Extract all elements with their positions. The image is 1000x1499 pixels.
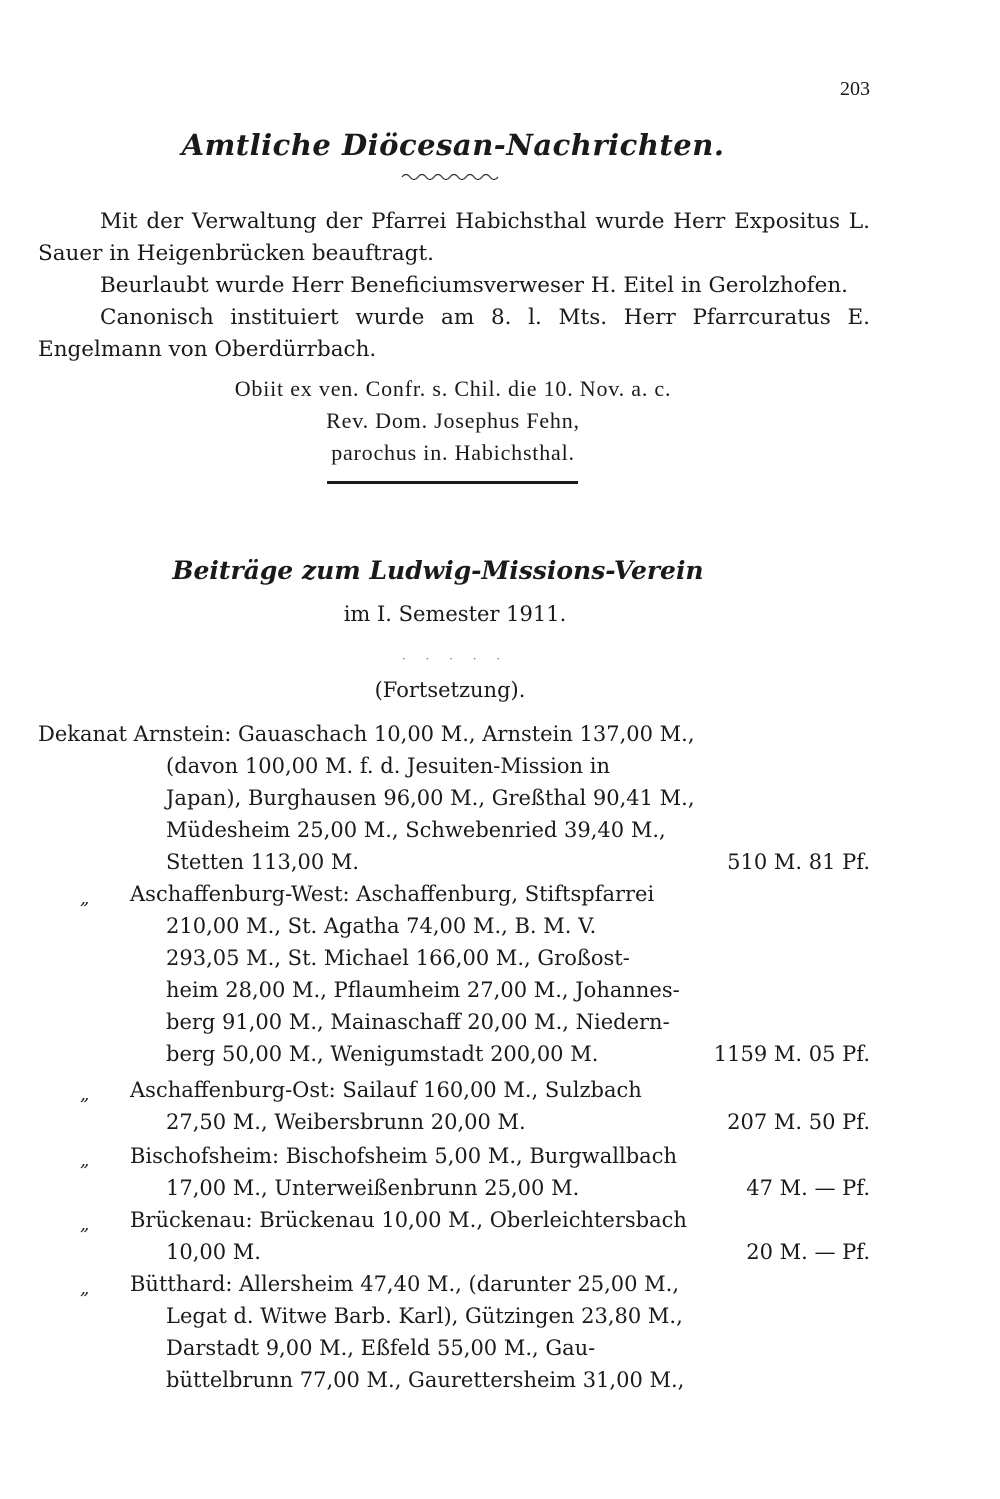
ditto-mark: „	[80, 888, 90, 909]
entry-line: (davon 100,00 M. f. d. Jesuiten-Mission in	[166, 754, 610, 778]
subheading-semester: im I. Semester 1911.	[343, 602, 567, 626]
ditto-mark: „	[80, 1214, 90, 1235]
entry-line: Müdesheim 25,00 M., Schwebenried 39,40 M.,	[166, 818, 666, 842]
entry-line: büttelbrunn 77,00 M., Gaurettersheim 31,00 M.,	[166, 1368, 685, 1392]
ornament-dots: · · · · ·	[401, 652, 509, 666]
entry-total: 1159 M. 05 Pf.	[713, 1042, 870, 1066]
entry-line: berg 91,00 M., Mainaschaff 20,00 M., Niedern-	[166, 1010, 670, 1034]
entry-line: Aschaffenburg-West: Aschaffenburg, Stiftspfarrei	[130, 882, 655, 906]
ornament-squiggle	[400, 170, 500, 184]
heading-contributions: Beiträge zum Ludwig-Missions-Verein	[172, 556, 704, 585]
continuation-label: (Fortsetzung).	[374, 678, 526, 702]
entry-line: 210,00 M., St. Agatha 74,00 M., B. M. V.	[166, 914, 597, 938]
ditto-mark: „	[80, 1084, 90, 1105]
entry-total: 20 M. — Pf.	[746, 1240, 870, 1264]
entry-line: Bischofsheim: Bischofsheim 5,00 M., Burgwallbach	[130, 1144, 677, 1168]
entry-line: Stetten 113,00 M.	[166, 850, 360, 874]
entry-line: 17,00 M., Unterweißenbrunn 25,00 M.	[166, 1176, 580, 1200]
entry-total: 207 M. 50 Pf.	[727, 1110, 870, 1134]
entry-line: 10,00 M.	[166, 1240, 261, 1264]
obituary-line: parochus in. Habichsthal.	[331, 440, 575, 465]
entry-line: Darstadt 9,00 M., Eßfeld 55,00 M., Gau-	[166, 1336, 596, 1360]
announcement-paragraph: Beurlaubt wurde Herr Beneficiumsverweser H. Eitel in Gerolzhofen.	[100, 273, 848, 298]
section-divider	[327, 481, 578, 484]
entry-total: 47 M. — Pf.	[746, 1176, 870, 1200]
ditto-mark: „	[80, 1150, 90, 1171]
entry-line: heim 28,00 M., Pflaumheim 27,00 M., Johannes-	[166, 978, 680, 1002]
entry-line: Bütthard: Allersheim 47,40 M., (darunter 25,00 M.,	[130, 1272, 680, 1296]
entry-line: Dekanat Arnstein: Gauaschach 10,00 M., Arnstein 137,00 M.,	[38, 722, 695, 746]
entry-line: Legat d. Witwe Barb. Karl), Gützingen 23,80 M.,	[166, 1304, 683, 1328]
entry-total: 510 M. 81 Pf.	[727, 850, 870, 874]
announcement-paragraph: Mit der Verwaltung der Pfarrei Habichsthal wurde Herr Expositus L. Sauer in Heigenbrücken beauftragt.	[38, 209, 870, 266]
obituary-line: Rev. Dom. Josephus Fehn,	[326, 408, 580, 433]
page-number: 203	[840, 78, 870, 100]
entry-line: Brückenau: Brückenau 10,00 M., Oberleichtersbach	[130, 1208, 687, 1232]
heading-diocesan-news: Amtliche Diöcesan-Nachrichten.	[181, 128, 725, 162]
entry-line: Aschaffenburg-Ost: Sailauf 160,00 M., Sulzbach	[130, 1078, 642, 1102]
announcement-paragraph: Canonisch instituiert wurde am 8. l. Mts. Herr Pfarrcuratus E. Engelmann von Oberdürrbach.	[38, 305, 870, 362]
obituary-line: Obiit ex ven. Confr. s. Chil. die 10. Nov. a. c.	[234, 376, 672, 401]
entry-line: berg 50,00 M., Wenigumstadt 200,00 M.	[166, 1042, 599, 1066]
entry-line: Japan), Burghausen 96,00 M., Greßthal 90,41 M.,	[166, 786, 695, 810]
ditto-mark: „	[80, 1278, 90, 1299]
entry-line: 293,05 M., St. Michael 166,00 M., Großost-	[166, 946, 630, 970]
entry-line: 27,50 M., Weibersbrunn 20,00 M.	[166, 1110, 526, 1134]
